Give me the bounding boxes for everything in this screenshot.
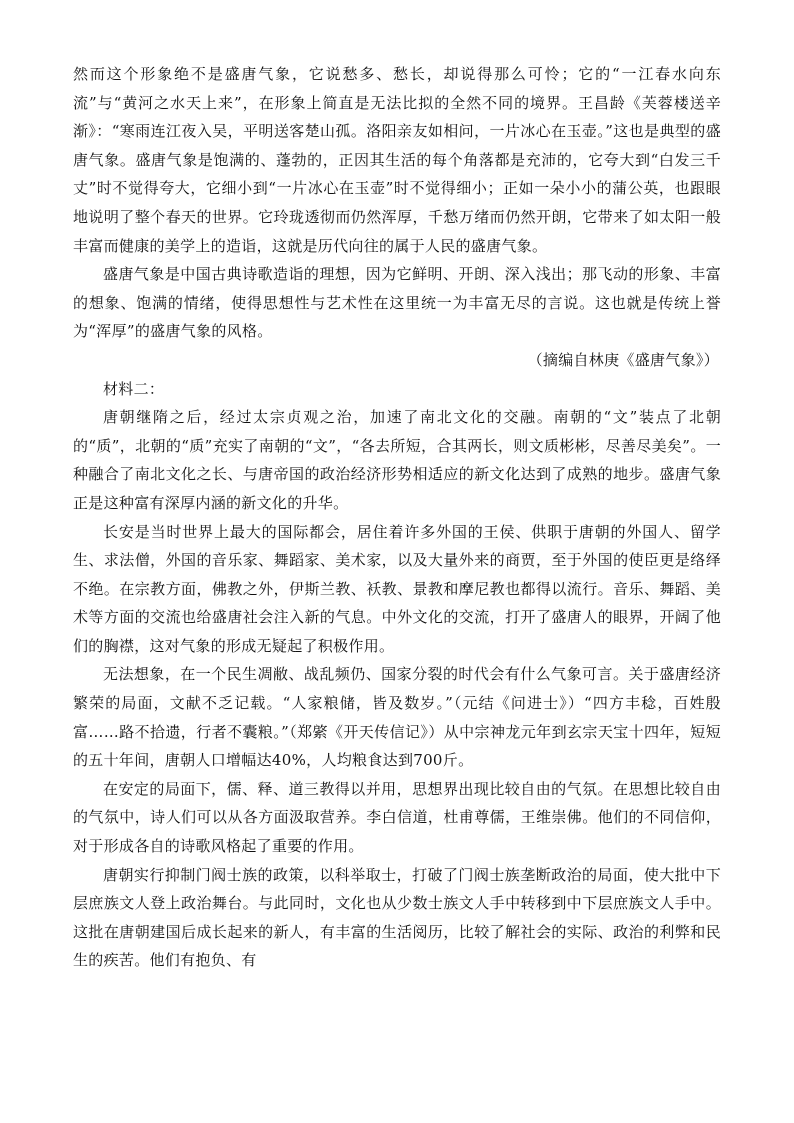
paragraph-economic-prosperity: 无法想象，在一个民生凋敝、战乱频仍、国家分裂的时代会有什么气象可言。关于盛唐经济繁荣的局面，文献不乏记载。“人家粮储，皆及数岁。”（元结《问进士》）“四方丰稔，百姓殷富……路不拾遗，行者不囊粮。”（郑綮《开天传信记》）从中宗神龙元年到玄宗天宝十四年，短短的五十年间，唐朝人口增幅达40%，人均粮食达到700斤。 — [73, 665, 721, 770]
document-page — [73, 60, 721, 975]
source-citation: （摘编自林庚《盛唐气象》） — [527, 350, 719, 369]
section-label-material-two: 材料二： — [103, 379, 165, 398]
paragraph-three-teachings: 在安定的局面下，儒、释、道三教得以并用，思想界出现比较自由的气氛。在思想比较自由的气氛中，诗人们可以从各方面汲取营养。李白信道，杜甫尊儒，王维崇佛。他们的不同信仰，对于形成各自的诗歌风格起了重要的作用。 — [73, 779, 721, 856]
paragraph-sheng-tang-ideal: 盛唐气象是中国古典诗歌造诣的理想，因为它鲜明、开朗、深入浅出；那飞动的形象、丰富的想象、饱满的情绪，使得思想性与艺术性在这里统一为丰富无尽的言说。这也就是传统上誉为“浑厚”的盛唐气象的风格。 — [73, 265, 721, 341]
paragraph-cultural-fusion: 唐朝继隋之后，经过太宗贞观之治，加速了南北文化的交融。南朝的“文”装点了北朝的“质”，北朝的“质”充实了南朝的“文”，“各去所短，合其两长，则文质彬彬，尽善尽美矣”。一种融合了南北文化之长、与唐帝国的政治经济形势相适应的新文化达到了成熟的地步。盛唐气象正是这种富有深厚内涵的新文化的升华。 — [73, 408, 721, 512]
paragraph-imperial-examination: 唐朝实行抑制门阀士族的政策，以科举取士，打破了门阀士族垄断政治的局面，使大批中下层庶族文人登上政治舞台。与此同时，文化也从少数士族文人手中转移到中下层庶族文人手中。这批在唐朝建国后成长起来的新人，有丰富的生活阅历，比较了解社会的实际、政治的利弊和民生的疾苦。他们有抱负、有 — [73, 865, 721, 970]
paragraph-changan-international: 长安是当时世界上最大的国际都会，居住着许多外国的王侯、供职于唐朝的外国人、留学生、求法僧，外国的音乐家、舞蹈家、美术家，以及大量外来的商贾，至于外国的使臣更是络绎不绝。在宗教方面，佛教之外，伊斯兰教、袄教、景教和摩尼教也都得以流行。音乐、舞蹈、美术等方面的交流也给盛唐社会注入新的气息。中外文化的交流，打开了盛唐人的眼界，开阔了他们的胸襟，这对气象的形成无疑起了积极作用。 — [73, 522, 721, 655]
paragraph-sheng-tang-image: 然而这个形象绝不是盛唐气象，它说愁多、愁长，却说得那么可怜；它的“一江春水向东流”与“黄河之水天上来”，在形象上简直是无法比拟的全然不同的境界。王昌龄《芙蓉楼送辛渐》：“寒雨连江夜入吴，平明送客楚山孤。洛阳亲友如相问，一片冰心在玉壶。”这也是典型的盛唐气象。盛唐气象是饱满的、蓬勃的，正因其生活的每个角落都是充沛的，它夸大到“白发三千丈”时不觉得夸大，它细小到“一片冰心在玉壶”时不觉得细小；正如一朵小小的蒲公英，也跟眼地说明了整个春天的世界。它玲珑透彻而仍然浑厚，千愁万绪而仍然开朗，它带来了如太阳一般丰富而健康的美学上的造诣，这就是历代向往的属于人民的盛唐气象。 — [73, 65, 721, 255]
